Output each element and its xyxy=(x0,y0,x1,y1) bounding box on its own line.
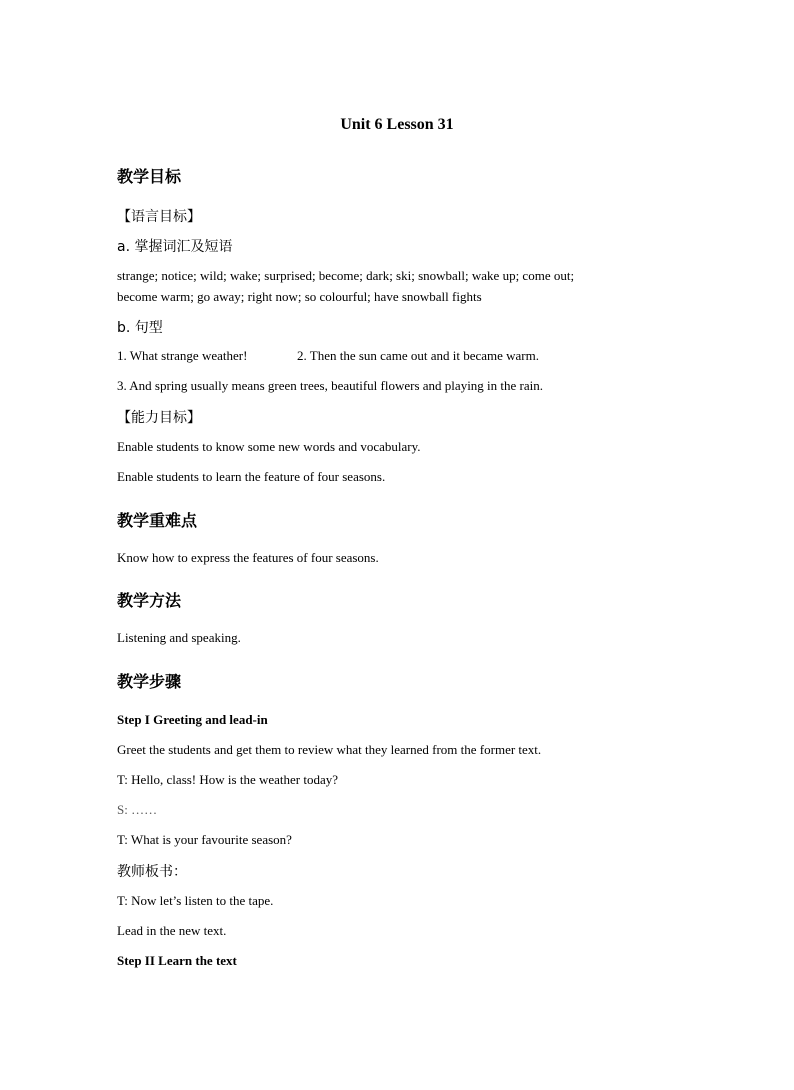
step-line-5: 教师板书： xyxy=(117,864,187,880)
vocab-label: a. 掌握词汇及短语 xyxy=(117,239,233,255)
ability-goal-label: 【能力目标】 xyxy=(117,410,201,426)
steps-heading: 教学步骤 xyxy=(117,672,182,691)
pattern-label: b. 句型 xyxy=(117,320,163,336)
ability-2: Enable students to learn the feature of four seasons. xyxy=(117,469,386,484)
step-line-4: T: What is your favourite season? xyxy=(117,832,292,847)
step-line-2: T: Hello, class! How is the weather today? xyxy=(117,772,339,787)
sentence-1: 1. What strange weather! xyxy=(117,348,248,363)
language-goal-label: 【语言目标】 xyxy=(117,209,201,225)
step-line-3: S: …… xyxy=(117,802,158,817)
sentence-2: 2. Then the sun came out and it became warm. xyxy=(297,348,539,363)
sentence-3: 3. And spring usually means green trees, beautiful flowers and playing in the rain. xyxy=(117,378,544,393)
step-line-1: Greet the students and get them to review what they learned from the former text. xyxy=(117,742,542,757)
key-points-text: Know how to express the features of four seasons. xyxy=(117,550,379,565)
key-points-heading: 教学重难点 xyxy=(117,511,198,530)
methods-heading: 教学方法 xyxy=(117,591,182,610)
objectives-heading: 教学目标 xyxy=(117,167,182,186)
vocab-line-2: become warm; go away; right now; so colourful; have snowball fights xyxy=(117,289,482,304)
methods-text: Listening and speaking. xyxy=(117,630,241,645)
vocab-line-1: strange; notice; wild; wake; surprised; become; dark; ski; snowball; wake up; come out; xyxy=(117,268,575,283)
step-1-title: Step I Greeting and lead-in xyxy=(117,712,268,727)
step-line-6: T: Now let’s listen to the tape. xyxy=(117,893,274,908)
step-line-7: Lead in the new text. xyxy=(117,923,227,938)
step-2-title: Step II Learn the text xyxy=(117,953,237,968)
document-title: Unit 6 Lesson 31 xyxy=(340,116,454,133)
ability-1: Enable students to know some new words and vocabulary. xyxy=(117,439,421,454)
